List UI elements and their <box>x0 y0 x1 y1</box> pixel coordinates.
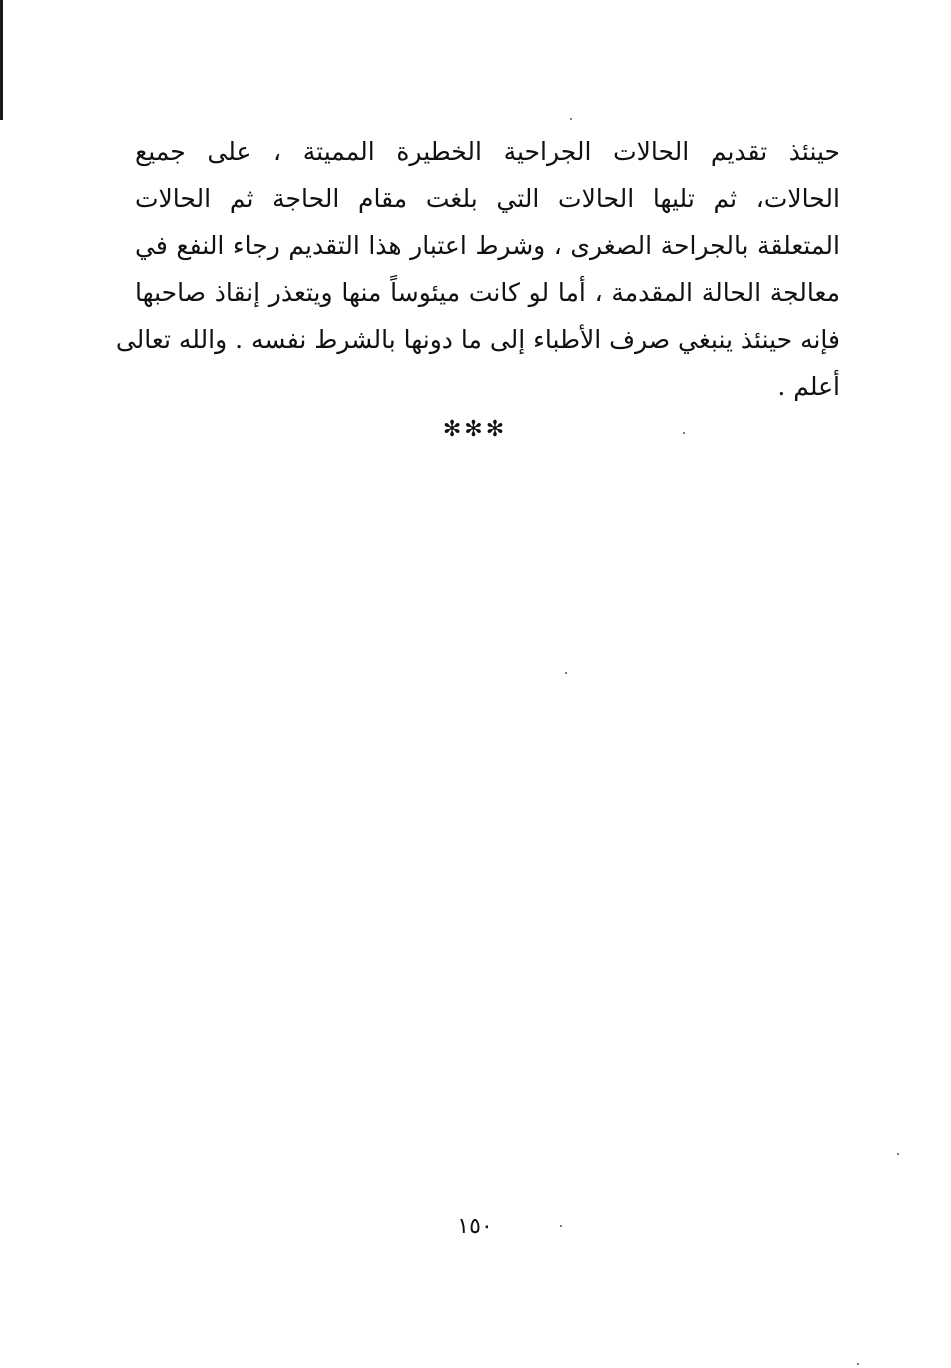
paragraph-line: الحالات، ثم تليها الحالات التي بلغت مقام الحاجة ثم الحالات <box>135 184 840 213</box>
paragraph-line: المتعلقة بالجراحة الصغرى ، وشرط اعتبار هذا التقديم رجاء النفع في <box>135 231 840 260</box>
scan-speck <box>897 1153 899 1155</box>
paragraph-line: فإنه حينئذ ينبغي صرف الأطباء إلى ما دونها بالشرط نفسه . والله تعالى <box>115 325 840 354</box>
scan-speck <box>857 1363 859 1365</box>
paragraph-line: معالجة الحالة المقدمة ، أما لو كانت ميئوساً منها ويتعذر إنقاذ صاحبها <box>135 278 840 307</box>
scan-speck <box>565 672 567 674</box>
scan-speck <box>570 118 572 120</box>
scan-speck <box>683 432 685 434</box>
body-paragraph <box>115 128 840 410</box>
paragraph-line-final: أعلم . <box>777 372 840 401</box>
page-number: ١٥٠ <box>457 1214 493 1239</box>
page-edge-line <box>0 0 3 120</box>
section-separator: ✻✻✻ <box>442 417 508 442</box>
paragraph-line: حينئذ تقديم الحالات الجراحية الخطيرة المميتة ، على جميع <box>135 137 840 166</box>
scan-speck <box>560 1225 562 1227</box>
